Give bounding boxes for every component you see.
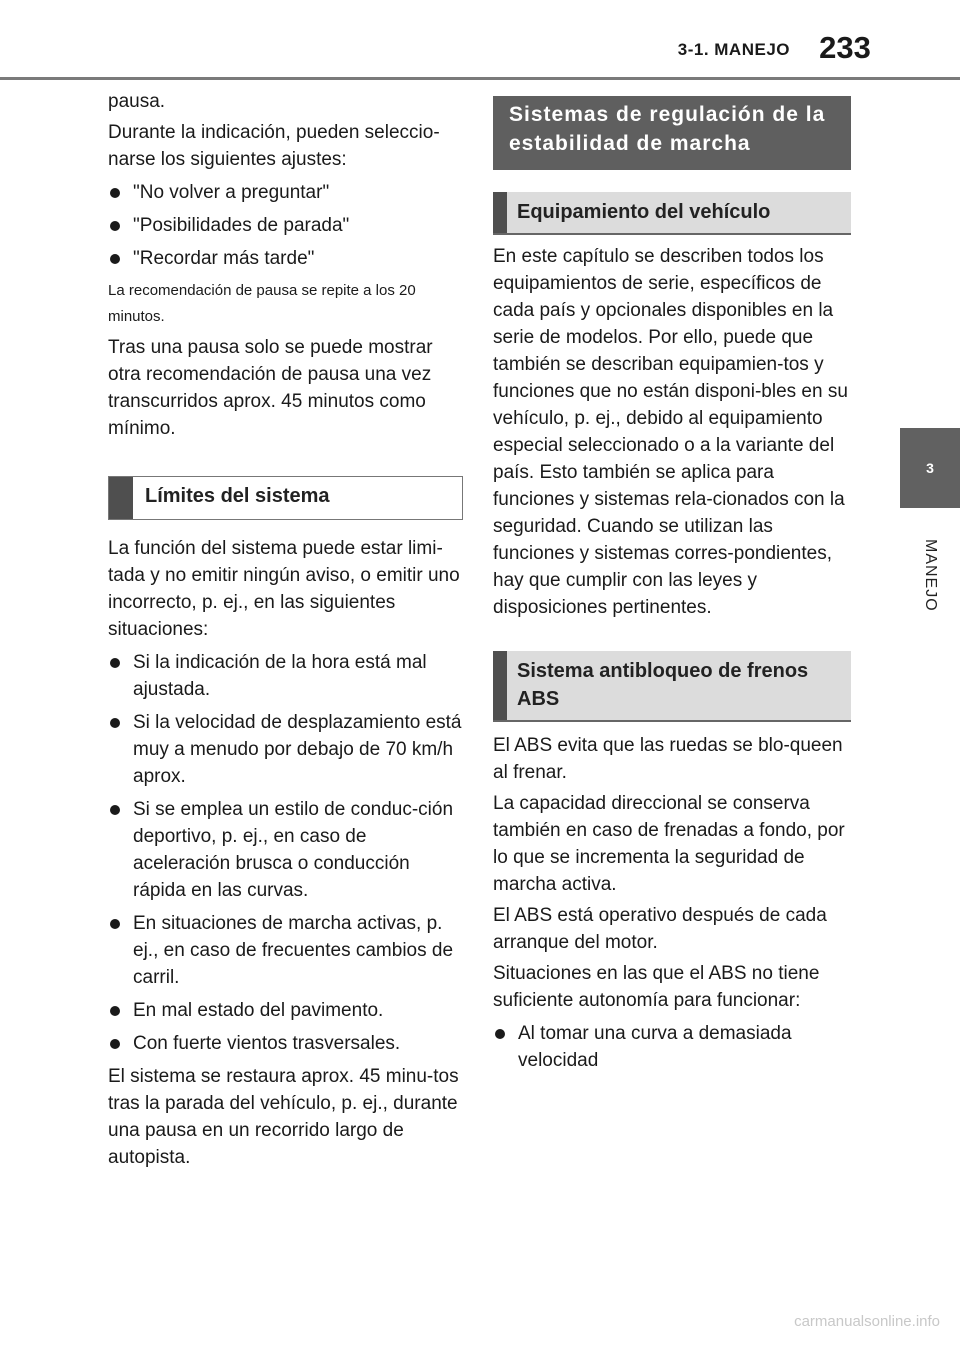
limits-list (108, 649, 463, 1057)
list-item: Si la indicación de la hora está mal ajustada. (108, 649, 463, 703)
paragraph: El ABS está operativo después de cada arranque del motor. (493, 905, 827, 953)
right-column (493, 88, 851, 1080)
subsection-heading-abs (493, 651, 851, 722)
abs-situations-list (493, 1020, 851, 1074)
settings-list (108, 179, 463, 272)
paragraph: La capacidad direccional se conserva también en caso de frenadas a fondo, por lo que se incrementa la seguridad de marcha activa. (493, 793, 845, 895)
paragraph: El sistema se restaura aprox. 45 minu-tos tras la parada del vehículo, p. ej., durante una pausa en un recorrido largo de autopista. (108, 1066, 459, 1168)
page-number: 233 (819, 30, 871, 65)
subsection-heading-text: Sistema antibloqueo de frenos ABS (517, 660, 809, 710)
section-heading-text: Límites del sistema (145, 485, 330, 507)
paragraph: El ABS evita que las ruedas se blo-queen al frenar. (493, 735, 843, 783)
chapter-side-label (900, 520, 960, 630)
watermark-logo[interactable]: carmanualsonline.info (794, 1313, 940, 1330)
list-item: Si se emplea un estilo de conduc-ción deportivo, p. ej., en caso de aceleración brusca o conducción rápida en las curvas. (108, 796, 463, 904)
list-item: En mal estado del pavimento. (108, 997, 463, 1024)
header-rule (0, 77, 960, 80)
paragraph: Situaciones en las que el ABS no tiene suficiente autonomía para funcionar: (493, 963, 820, 1011)
section-heading-limits (108, 476, 463, 520)
subsection-heading-text: Equipamiento del vehículo (517, 201, 771, 223)
list-item: Si la velocidad de desplazamiento está muy a menudo por debajo de 70 km/h aprox. (108, 709, 463, 790)
paragraph: pausa. (108, 91, 166, 112)
list-item: "Posibilidades de parada" (108, 212, 463, 239)
left-column (108, 88, 463, 1171)
paragraph: Durante la indicación, pueden seleccio-narse los siguientes ajustes: (108, 122, 440, 170)
list-item: "Recordar más tarde" (108, 245, 463, 272)
subsection-heading-equipment (493, 192, 851, 235)
chapter-side-label-text: MANEJO (922, 538, 939, 612)
paragraph: La función del sistema puede estar limi-tada y no emitir ningún aviso, o emitir uno incorrecto, p. ej., en las siguientes situaciones: (108, 538, 460, 640)
paragraph: En este capítulo se describen todos los equipamientos de serie, específicos de cada país y opcionales disponibles en la serie de modelos. Por ello, puede que también se describan equipamien-tos y funciones que no están disponi-bles en su vehículo, p. ej., debido al equipamiento especial seleccionado o a la variante del país. Esto también se aplica para funciones y sistemas rela-cionados con la seguridad. Cuando se utilizan las funciones y sistemas corres-pondientes, hay que cumplir con las leyes y disposiciones pertinentes. (493, 246, 848, 618)
paragraph: Tras una pausa solo se puede mostrar otra recomendación de pausa una vez transcurridos aprox. 45 minutos como mínimo. (108, 337, 433, 439)
chapter-tab-number: 3 (926, 460, 934, 476)
list-item: "No volver a preguntar" (108, 179, 463, 206)
chapter-tab (900, 428, 960, 508)
list-item: Con fuerte vientos trasversales. (108, 1030, 463, 1057)
header-chapter: 3-1. MANEJO (677, 40, 790, 59)
list-item: En situaciones de marcha activas, p. ej., en caso de frecuentes cambios de carril. (108, 910, 463, 991)
section-heading-stability: Sistemas de regulación de la estabilidad de marcha (493, 96, 851, 170)
list-item: Al tomar una curva a demasiada velocidad (493, 1020, 851, 1074)
note: La recomendación de pausa se repite a los 20 minutos. (108, 282, 416, 325)
